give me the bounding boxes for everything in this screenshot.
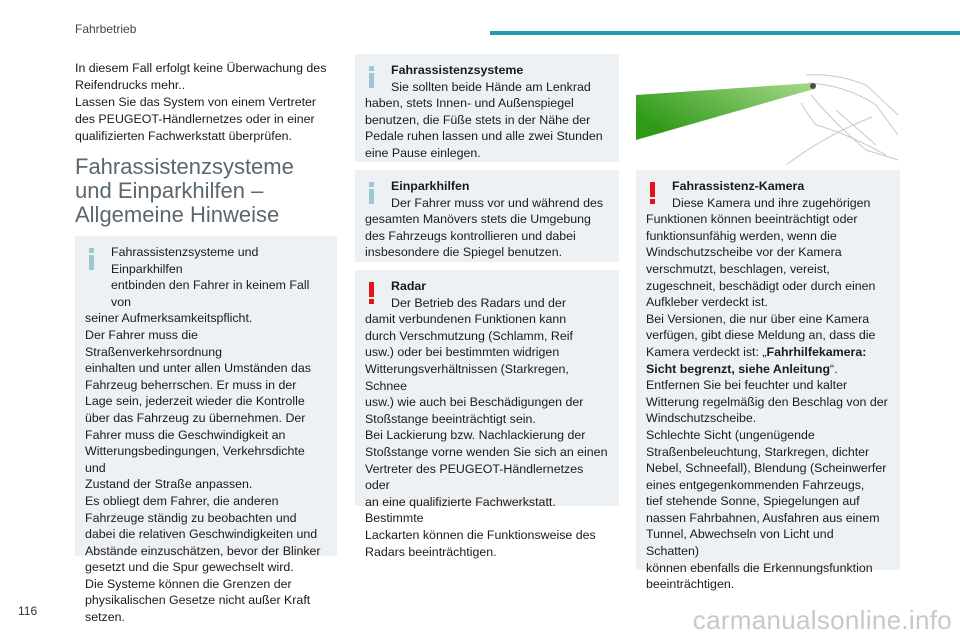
windshield-camera-illustration	[636, 55, 900, 165]
watermark: carmanualsonline.info	[692, 605, 952, 635]
header-accent-bar	[490, 31, 960, 35]
box-body: damit verbundenen Funktionen kann durch Verschmutzung (Schlamm, Reif usw.) oder bei bestimmten widrigen Witterungsverhältnissen (Starkregen, Schnee usw.) wie auch bei Beschädigungen der Stoßstange beeinträchtigt sein. Bei Lackierung bzw. Nachlackierung der Stoßstange vorne wenden Sie sich an einen Vertreter des PEUGEOT-Händlernetzes oder an eine qualifizierte Fachwerkstatt. Bestimmte Lackarten können die Funktionsweise des Radars beeinträchtigen.	[365, 312, 608, 559]
page-number: 116	[18, 604, 38, 618]
box-first-line: Der Betrieb des Radars und der	[391, 295, 566, 310]
info-icon	[365, 66, 379, 88]
info-icon	[85, 248, 99, 270]
warning-box-radar	[355, 270, 619, 559]
box-title: Einparkhilfen	[391, 179, 470, 193]
section-label: Fahrbetrieb	[75, 22, 137, 36]
warning-icon	[646, 182, 660, 204]
camera-beam	[636, 83, 814, 140]
box-title: Fahrassistenzsysteme	[391, 63, 524, 77]
box-first-line: Diese Kamera und ihre zugehörigen	[672, 195, 871, 210]
warning-box-kamera	[636, 170, 900, 592]
box-body	[646, 212, 888, 591]
info-box-body: seiner Aufmerksamkeitspflicht. Der Fahrer muss die Straßenverkehrsordnung einhalten und unter allen Umständen das Fahrzeug beherrschen. Er muss in der Lage sein, jederzeit wieder die Kontrolle über das Fahrzeug zu übernehmen. Der Fahrer muss die Geschwindigkeit an Witterungsbedingungen, Verkehrsdichte und Zustand der Straße anpassen. Es obliegt dem Fahrer, die anderen Fahrzeuge ständig zu beobachten und dabei die relativen Geschwindigkeiten und Abstände einzuschätzen, bevor der Blinker gesetzt und die Spur gewechselt wird. Die Systeme können die Grenzen der physikalischen Gesetze nicht außer Kraft setzen.	[85, 311, 321, 625]
info-box-einparkhilfen	[355, 170, 619, 262]
box-first-line: Der Fahrer muss vor und während des	[391, 195, 604, 210]
box-body-part-b: “. Entfernen Sie bei feuchter und kalter Witterung regelmäßig den Beschlag von der Windschutzscheibe. Schlechte Sicht (ungenügende Straßenbeleuchtung, Starkregen, dichter Nebel, Schneefall), Blendung (Scheinwerfer eines entgegenkommenden Fahrzeugs, tief stehende Sonne, Spiegelungen auf nassen Fahrbahnen, Ausfahren aus einem Tunnel, Abwechseln von Licht und Schatten) können ebenfalls die Erkennungsfunktion beeinträchtigen.	[646, 361, 888, 592]
intro-paragraph: In diesem Fall erfolgt keine Überwachung des Reifendrucks mehr.. Lassen Sie das System von einem Vertreter des PEUGEOT-Händlernetzes oder in einer qualifizierten Fachwerkstatt überprüfen.	[75, 61, 327, 143]
info-box-fahrassistenzsysteme	[355, 54, 619, 162]
box-title: Fahrassistenz-Kamera	[672, 179, 805, 193]
box-title: Radar	[391, 279, 427, 293]
box-body-part-a: Funktionen können beeinträchtigt oder funktionsunfähig werden, wenn die Windschutzscheibe vor der Kamera verschmutzt, beschlagen, vereist, zugeschneit, beschädigt oder durch einen Aufkleber verdeckt ist. Bei Versionen, die nur über eine Kamera verfügen, gibt diese Meldung an, dass die Kamera verdeckt ist: „	[646, 212, 876, 359]
section-heading: Fahrassistenzsysteme und Einparkhilfen – Allgemeine Hinweise	[75, 154, 294, 227]
camera-message-text: Fahrhilfekamera: Sicht begrenzt, siehe Anleitung	[646, 344, 867, 376]
info-box-general	[75, 236, 337, 625]
info-box-first-lines: Fahrassistenzsysteme und Einparkhilfen entbinden den Fahrer in keinem Fall von	[111, 245, 310, 309]
box-first-line: Sie sollten beide Hände am Lenkrad	[391, 79, 591, 94]
box-body: haben, stets Innen- und Außenspiegel benutzen, die Füße stets in der Nähe der Pedale ruhen lassen und alle zwei Stunden eine Pause einlegen.	[365, 96, 603, 160]
warning-icon	[365, 282, 379, 304]
box-body: gesamten Manövers stets die Umgebung des Fahrzeugs kontrollieren und dabei insbesondere die Spiegel benutzen.	[365, 212, 591, 260]
info-icon	[365, 182, 379, 204]
